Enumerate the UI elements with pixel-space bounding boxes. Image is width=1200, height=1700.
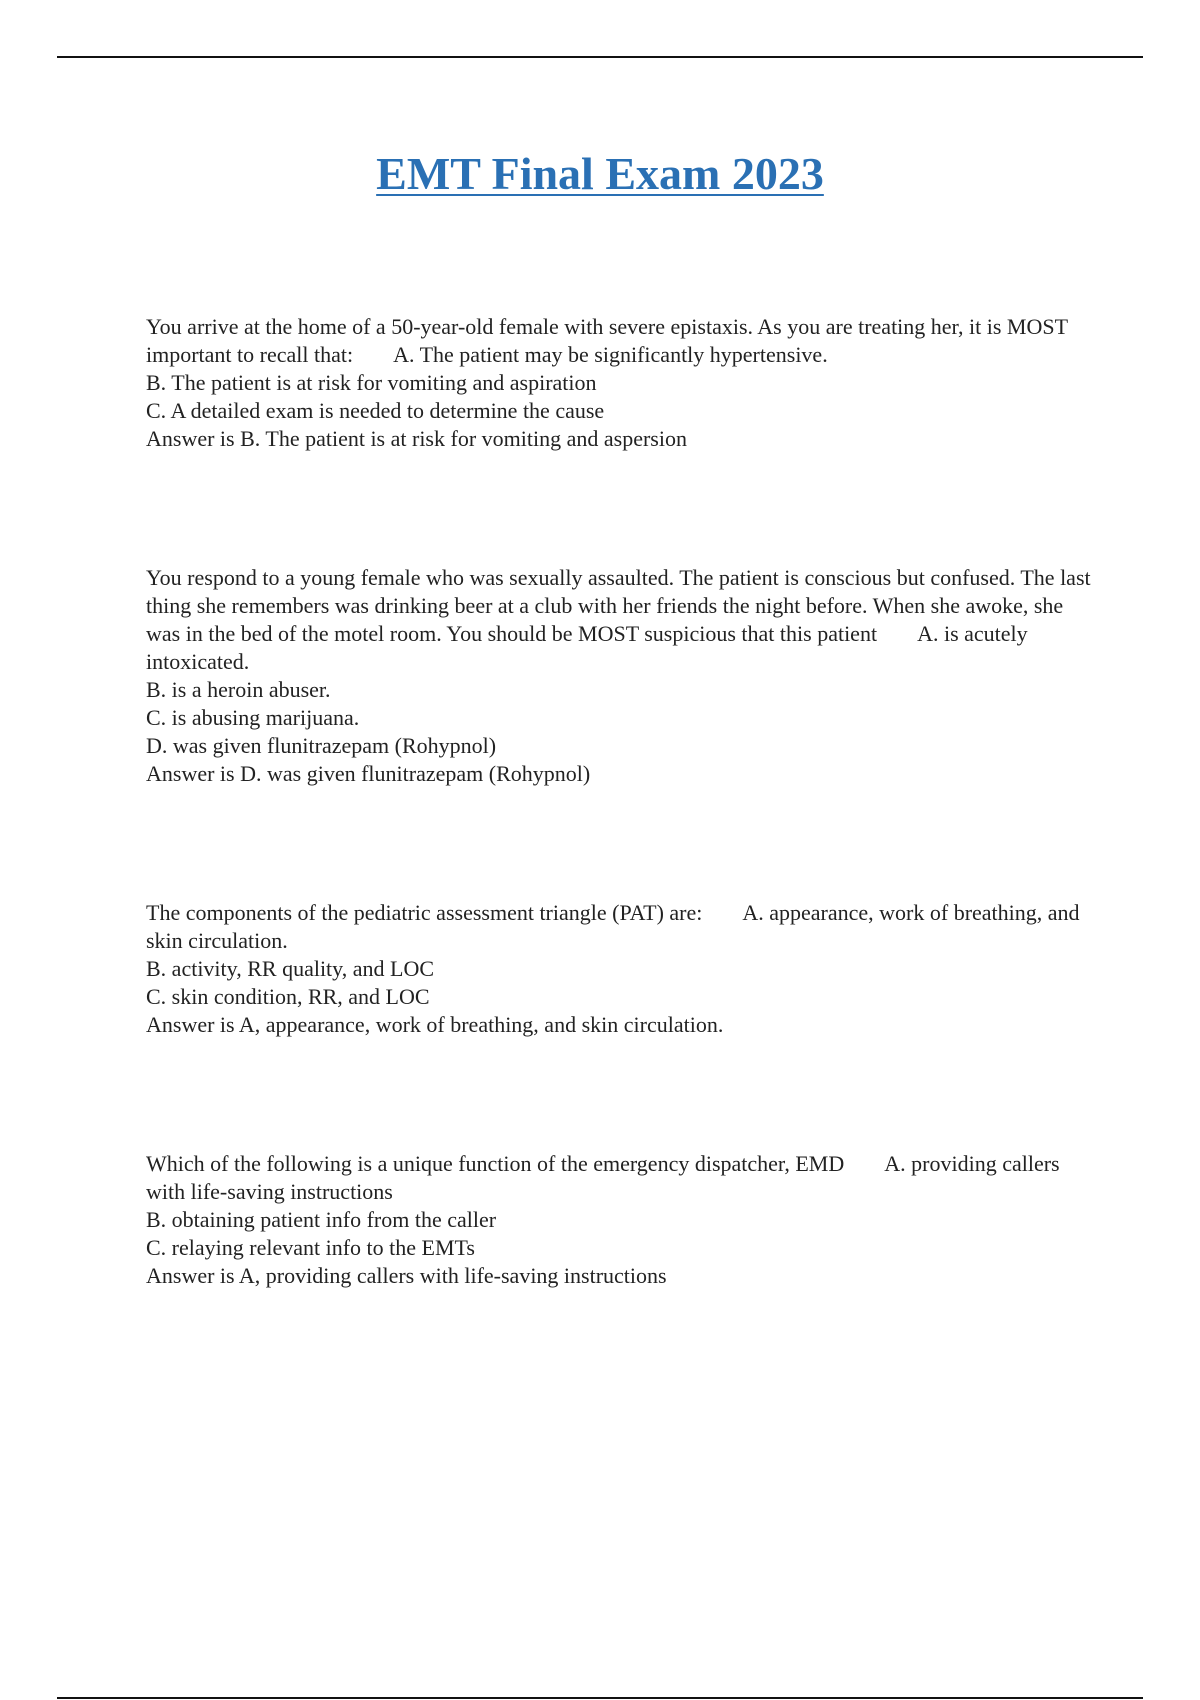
question-option-b: B. obtaining patient info from the caller — [146, 1207, 497, 1232]
question-option-c: C. A detailed exam is needed to determine the cause — [146, 398, 605, 423]
question-option-b: B. activity, RR quality, and LOC — [146, 956, 435, 981]
question-4-stem — [146, 1150, 1096, 1206]
question-option-c: C. is abusing marijuana. — [146, 705, 360, 730]
question-3-stem — [146, 899, 1096, 955]
question-stem-text: The components of the pediatric assessment triangle (PAT) are: — [146, 900, 703, 925]
question-option-a: A. providing callers with life-saving instructions — [146, 1151, 1066, 1204]
question-1 — [146, 313, 1096, 453]
top-divider — [57, 56, 1143, 58]
bottom-divider — [57, 1697, 1143, 1699]
document-title-text: EMT Final Exam 2023 — [376, 148, 824, 199]
question-option-b: B. The patient is at risk for vomiting and aspiration — [146, 370, 597, 395]
question-option-a: A. The patient may be significantly hypertensive. — [393, 342, 828, 367]
question-answer: Answer is A, appearance, work of breathing, and skin circulation. — [146, 1012, 724, 1037]
question-option-b: B. is a heroin abuser. — [146, 677, 331, 702]
document-title — [0, 146, 1200, 202]
question-2-stem — [146, 564, 1096, 676]
question-4 — [146, 1150, 1096, 1290]
question-stem-text: You respond to a young female who was sexually assaulted. The patient is conscious but confused. The last thing she remembers was drinking beer at a club with her friends the night before. When she awoke, she was in the bed of the motel room. You should be MOST suspicious that this patient — [146, 565, 1097, 646]
question-option-a: A. appearance, work of breathing, and skin circulation. — [146, 900, 1086, 953]
question-2 — [146, 564, 1096, 788]
question-answer: Answer is A, providing callers with life-saving instructions — [146, 1263, 667, 1288]
question-answer: Answer is B. The patient is at risk for vomiting and aspersion — [146, 426, 687, 451]
question-answer: Answer is D. was given flunitrazepam (Rohypnol) — [146, 761, 591, 786]
question-1-stem — [146, 313, 1096, 369]
question-option-c: C. skin condition, RR, and LOC — [146, 984, 430, 1009]
question-3 — [146, 899, 1096, 1039]
question-stem-text: You arrive at the home of a 50-year-old female with severe epistaxis. As you are treating her, it is MOST important to recall that: — [146, 314, 1074, 367]
question-stem-text: Which of the following is a unique function of the emergency dispatcher, EMD — [146, 1151, 845, 1176]
question-option-a: A. is acutely intoxicated. — [146, 621, 1034, 674]
question-option-c: C. relaying relevant info to the EMTs — [146, 1235, 475, 1260]
question-option-d: D. was given flunitrazepam (Rohypnol) — [146, 733, 497, 758]
